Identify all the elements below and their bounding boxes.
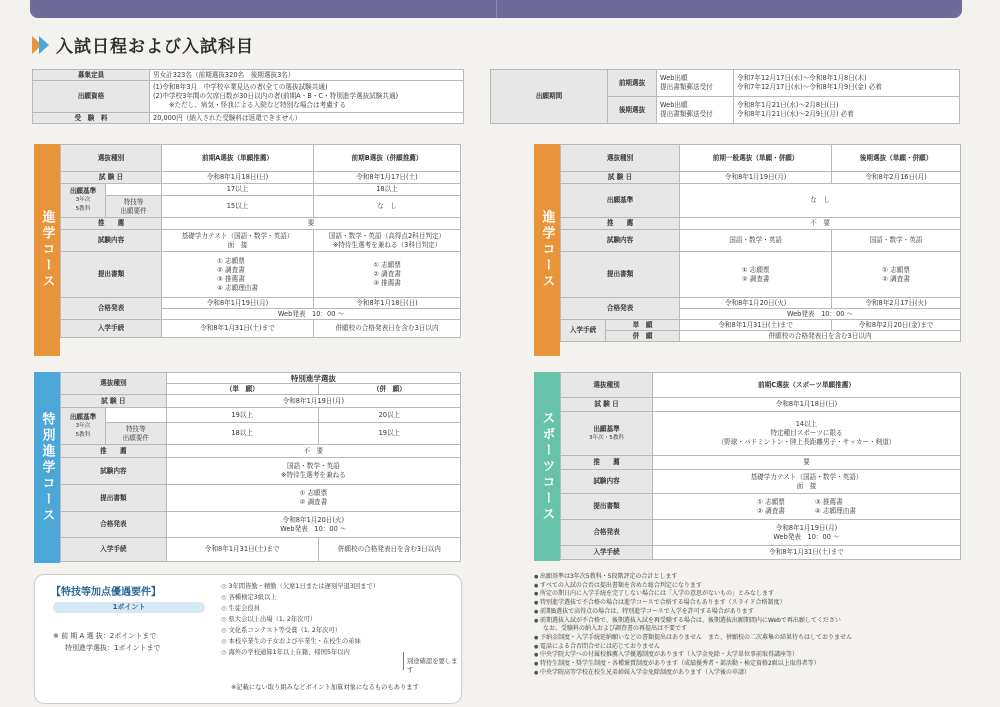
tokugi-label xyxy=(106,196,162,218)
happyo-line: Web発表 10：00 〜 xyxy=(773,532,840,541)
koki-kinds xyxy=(657,97,734,124)
tangan-label: 単 願 xyxy=(606,320,680,331)
row-label: 選抜種別 xyxy=(61,373,167,395)
kato-title: 【特技等加点優遇要件】 xyxy=(51,583,161,598)
kijun-sub: 3年次 xyxy=(75,422,91,429)
happyo xyxy=(653,520,961,546)
happyo-line: Web発表 10：00 〜 xyxy=(280,524,347,533)
row-label: 試 験 日 xyxy=(61,395,167,408)
shorui xyxy=(653,494,961,520)
list-item: ● 予納金制度・入学手続延納願いなどの書類提出はありません また、併願校の二次募集の結果待ちはしておりません xyxy=(534,634,964,643)
shingaku-table-right xyxy=(560,144,961,342)
date-a: 令和8年1月18日(日) xyxy=(162,172,314,184)
date: 令和8年1月19日(月) xyxy=(166,395,460,408)
kato-list xyxy=(221,581,379,658)
band-text: スポーツコース xyxy=(539,410,555,523)
list-item: ◎ 生徒会役員 xyxy=(221,603,379,614)
tokubetsu-band xyxy=(34,372,60,563)
col-head-a: 前期A選抜（単願推薦） xyxy=(162,145,314,172)
row-label: 合格発表 xyxy=(561,298,680,320)
suisen-value: 不 要 xyxy=(166,445,460,458)
naiyo-line: ※特待生選考を兼ねる（3科目判定） xyxy=(332,240,442,249)
row-label: 試験内容 xyxy=(61,230,162,252)
tetsuzuki-b: 併願校の合格発表日を含む3日以内 xyxy=(318,538,460,562)
shorui-line: ③ 推薦書 xyxy=(814,497,843,506)
list-item: ◎ 県大会以上出場（1, 2年次可） xyxy=(221,614,379,625)
top-color-band xyxy=(30,0,962,18)
band-text: 進学コース xyxy=(539,210,555,290)
tokugi-label xyxy=(106,423,167,445)
fee-value: 20,000円（納入された受験料は返還できません） xyxy=(150,113,464,124)
shorui-a xyxy=(162,252,314,298)
shorui-line: ③ 推薦書 xyxy=(217,274,245,283)
row-label: 試験内容 xyxy=(561,230,680,252)
boshu-value: 男女計323名（前期選抜320名 後期選抜3名） xyxy=(150,70,464,81)
kijun-b: 18以上 xyxy=(314,184,461,196)
tokugi-b: な し xyxy=(314,196,461,218)
list-item: なお、受験料の納入および調査書の再提出は不要です xyxy=(543,625,688,633)
zenki-kind: 提出書類郵送受付 xyxy=(660,83,713,91)
date-koki: 令和8年2月16日(月) xyxy=(832,172,961,184)
row-label: 試験内容 xyxy=(61,458,167,485)
shorui-koki xyxy=(832,252,961,298)
list-item: ● 所定の期日内に入学手続を完了しない場合には「入学の意思がないもの」とみなします xyxy=(534,590,964,599)
naiyo-line: 国語・数学・英語 xyxy=(286,462,340,470)
tokugi-text: 出願要件 xyxy=(120,206,147,215)
tokugi-a: 18以上 xyxy=(166,423,318,445)
kato-note-line: 特別進学選抜：1ポイントまで xyxy=(65,644,161,652)
row-label: 合格発表 xyxy=(561,520,653,546)
col-hei: （併 願） xyxy=(318,384,460,395)
kijun-label xyxy=(61,408,106,445)
kijun-line: 特定種目スポーツに限る xyxy=(770,429,843,437)
kijun-line: （野球・バドミントン・陸上長距離男子・サッカー・剣道） xyxy=(717,438,896,446)
happyo-b: 令和8年1月18日(日) xyxy=(314,298,461,309)
row-label: 入学手続 xyxy=(61,320,162,338)
shorui-line: ④ 志願理由書 xyxy=(814,506,856,515)
kijun-text: 出願基準 xyxy=(593,424,620,433)
heigan-label: 併 願 xyxy=(606,331,680,342)
list-item: ● 特待生制度・奨学生制度・各種褒賞制度があります（成績優秀者・部活動・検定資格2級以上取得者等） xyxy=(534,660,964,669)
row-label: 提出書類 xyxy=(561,252,680,298)
happyo-line: 令和8年1月20日(火) xyxy=(282,515,345,524)
shorui-b xyxy=(314,252,461,298)
col-head-ippan: 前期一般選抜（単願・併願） xyxy=(680,145,832,172)
row-label: 推 薦 xyxy=(61,218,162,230)
zenki-date: 令和7年12月17日(水)〜令和8年1月8日(木) xyxy=(737,74,867,82)
row-label: 推 薦 xyxy=(561,218,680,230)
kijun-sub: 5教科 xyxy=(75,431,91,438)
band-text: 進学コース xyxy=(39,210,55,290)
happyo xyxy=(166,512,460,538)
list-item: ◎ 文化系コンテスト等受賞（1, 2年次可） xyxy=(221,625,379,636)
list-item: ● 前期B選抜で高得点の場合は、特別進学コースで入学を許可する場合があります xyxy=(534,608,964,617)
kijun-text: 出願基準 xyxy=(69,412,97,421)
kato-point: 1ポイント xyxy=(53,602,205,613)
shikaku-value xyxy=(150,81,464,113)
shorui-line: ① 志願票 xyxy=(882,265,910,274)
date: 令和8年1月18日(日) xyxy=(653,398,961,412)
shorui-line: ② 調査書 xyxy=(299,498,328,506)
shingaku-table xyxy=(60,144,461,338)
web-happyo: Web発表 10：00 〜 xyxy=(162,309,461,320)
page-title xyxy=(32,32,254,57)
naiyo-b xyxy=(314,230,461,252)
col-head-b: 前期B選抜（併願推薦） xyxy=(314,145,461,172)
page-title-text: 入試日程および入試科目 xyxy=(56,37,254,57)
naiyo-line: 面 接 xyxy=(227,240,248,249)
sports-table xyxy=(560,372,961,560)
sports-band xyxy=(534,372,560,561)
list-item: ◎ 各種検定3級以上 xyxy=(221,592,379,603)
tetsuzuki-ippan: 令和8年1月31日(土)まで xyxy=(680,320,832,331)
web-happyo: Web発表 10：00 〜 xyxy=(680,309,961,320)
col-tan: （単 願） xyxy=(166,384,318,395)
row-label: 提出書類 xyxy=(61,485,167,512)
row-label: 合格発表 xyxy=(61,298,162,320)
koki-date: 令和8年1月21日(水)〜2月9日(月) 必着 xyxy=(737,110,854,118)
shorui-line: ④ 志願理由書 xyxy=(217,283,258,292)
list-item: ◎ 本校卒業生の子女および卒業生・在校生の弟妹 xyxy=(221,636,379,647)
naiyo-a xyxy=(162,230,314,252)
naiyo-line: 基礎学力テスト（国語・数学・英語） xyxy=(750,472,863,481)
koki-label: 後期選抜 xyxy=(608,97,657,124)
row-label: 試 験 日 xyxy=(61,172,162,184)
tetsuzuki-heigan: 併願校の合格発表日を含む3日以内 xyxy=(680,331,961,342)
zenki-kind: Web出願 xyxy=(660,74,688,82)
kijun-b: 20以上 xyxy=(318,408,460,423)
fee-label: 受 験 料 xyxy=(33,113,150,124)
shorui-line: ① 志願票 xyxy=(741,265,770,274)
kijun-a: 19以上 xyxy=(166,408,318,423)
row-label: 試 験 日 xyxy=(561,398,653,412)
kijun-sub: 3年次・5教科 xyxy=(588,434,625,441)
tokugi-text: 特技等 xyxy=(125,424,146,433)
kato-box xyxy=(34,574,462,704)
list-item: ● 中央学院高等学校在校生兄弟姉妹入学金免除制度があります（入学後の申請） xyxy=(534,669,964,678)
shorui-line: ① 志願票 xyxy=(373,261,401,269)
kijun-value: な し xyxy=(680,184,961,218)
list-item: ● 特別進学選抜で不合格の場合は進学コースで合格する場合もあります（スライド合格制度） xyxy=(534,599,964,608)
row-label: 合格発表 xyxy=(61,512,167,538)
shorui-line: ② 調査書 xyxy=(741,274,770,283)
naiyo-line: 面 接 xyxy=(796,481,817,490)
suisen-value: 不 要 xyxy=(680,218,961,230)
kijun-sub: 3年次 xyxy=(75,197,91,203)
kijun-value xyxy=(653,412,961,456)
tokugi-text: 出願要件 xyxy=(122,433,150,442)
bracket-text: 別途確認を要します xyxy=(407,658,458,674)
shorui-line: ① 志願票 xyxy=(757,497,785,506)
list-item: ● 前期選抜入試が不合格で、後期選抜入試を再受験する場合は、後期選抜出願期間内にWebで再出願してください xyxy=(534,617,964,626)
kijun-label xyxy=(561,412,653,456)
list-item: ● 電話による合否問合せには応じておりません xyxy=(534,643,964,652)
tetsuzuki-a: 令和8年1月31日(土)まで xyxy=(166,538,318,562)
kijun-line: 14以上 xyxy=(795,420,818,428)
period-table xyxy=(490,69,960,124)
naiyo-ippan: 国語・数学・英語 xyxy=(680,230,832,252)
shorui-ippan xyxy=(680,252,832,298)
shorui xyxy=(166,485,460,512)
period-label: 出願期間 xyxy=(491,70,608,124)
col-head-koki: 後期選抜（単願・併願） xyxy=(832,145,961,172)
naiyo-line: 基礎学力テスト（国語・数学・英語） xyxy=(181,231,294,240)
k-logo-icon xyxy=(32,36,50,54)
row-label: 入学手続 xyxy=(561,320,606,342)
zenki-date: 令和7年12月17日(水)〜令和8年1月9日(金) 必着 xyxy=(737,83,882,91)
row-label: 推 薦 xyxy=(561,456,653,470)
tetsuzuki-a: 令和8年1月31日(土)まで xyxy=(162,320,314,338)
shorui-line: ① 志願票 xyxy=(299,489,328,497)
list-item: ● すべての入試の合否は提出書類を含めた総合判定になります xyxy=(534,582,964,591)
koki-date: 令和8年1月21日(水)〜2月8日(日) xyxy=(737,101,839,109)
list-item: ◎ 海外の学校通算1年以上在籍、帰国5年以内 xyxy=(221,647,379,658)
koki-kind: 提出書類郵送受付 xyxy=(660,110,713,118)
happyo-line: 令和8年1月19日(月) xyxy=(775,523,838,532)
shorui-line: ② 調査書 xyxy=(757,506,785,515)
naiyo-line: ※特待生選考を兼ねる xyxy=(280,471,346,479)
kijun-sub: 5教科 xyxy=(75,206,91,212)
shikaku-label: 出願資格 xyxy=(33,81,150,113)
row-label: 出願基準 xyxy=(561,184,680,218)
row-label: 入学手続 xyxy=(561,546,653,560)
kijun-label xyxy=(61,184,106,218)
zenki-label: 前期選抜 xyxy=(608,70,657,97)
kato-note xyxy=(53,630,160,654)
row-label: 提出書類 xyxy=(561,494,653,520)
shikaku-line: ※ただし、病気・怪我による入院など特別な場合は考慮する xyxy=(169,101,346,109)
date-b: 令和8年1月17日(土) xyxy=(314,172,461,184)
row-label: 提出書類 xyxy=(61,252,162,298)
row-label: 選抜種別 xyxy=(561,145,680,172)
zenki-kinds xyxy=(657,70,734,97)
shorui-line: ① 志願票 xyxy=(217,256,245,265)
notes-list xyxy=(534,573,964,677)
date-ippan: 令和8年1月19日(月) xyxy=(680,172,832,184)
shingaku-band xyxy=(34,144,60,356)
koki-kind: Web出願 xyxy=(660,101,688,109)
happyo-koki: 令和8年2月17日(火) xyxy=(832,298,961,309)
tokubetsu-table xyxy=(60,372,461,562)
row-label: 選抜種別 xyxy=(561,373,653,398)
tetsuzuki-b: 併願校の合格発表日を含む3日以内 xyxy=(314,320,461,338)
tokugi-text: 特技等 xyxy=(123,197,144,206)
kato-foot: ※記載にない取り組みなどポイント加算対象になるものもあります xyxy=(231,684,419,691)
tetsuzuki: 令和8年1月31日(土)まで xyxy=(653,546,961,560)
row-label: 入学手続 xyxy=(61,538,167,562)
shingaku-band-right xyxy=(534,144,560,356)
kato-note-line: ※ 前 期 A 選 抜：2ポイントまで xyxy=(53,632,157,640)
shorui-line: ② 調査書 xyxy=(217,265,245,274)
tokugi-a: 15以上 xyxy=(162,196,314,218)
shikaku-line: (2)中学校3年間の欠席日数が30日以内の者(前期A・B・C・特別進学選抜試験共通) xyxy=(153,92,399,100)
kijun-a: 17以上 xyxy=(162,184,314,196)
row-label: 選抜種別 xyxy=(61,145,162,172)
tetsuzuki-koki: 令和8年2月20日(金)まで xyxy=(832,320,961,331)
list-item: ● 中央学院大学への付属校推薦入学優遇制度があります（入学金免除・大学単位事前取得講座等） xyxy=(534,651,964,660)
suisen-value: 要 xyxy=(162,218,461,230)
shorui-line: ② 調査書 xyxy=(373,270,401,278)
bracket-line xyxy=(403,652,404,670)
row-label: 試 験 日 xyxy=(561,172,680,184)
naiyo-line: 国語・数学・英語（高得点2科目判定） xyxy=(328,231,446,240)
row-label: 試験内容 xyxy=(561,470,653,494)
happyo-ippan: 令和8年1月20日(火) xyxy=(680,298,832,309)
koki-dates xyxy=(734,97,960,124)
zenki-dates xyxy=(734,70,960,97)
shorui-line: ③ 推薦書 xyxy=(373,279,401,287)
row-label: 推 薦 xyxy=(61,445,167,458)
happyo-a: 令和8年1月19日(月) xyxy=(162,298,314,309)
naiyo xyxy=(653,470,961,494)
shorui-line: ② 調査書 xyxy=(882,274,910,283)
info-table xyxy=(32,69,464,124)
list-item: ◎ 3年間皆勤・精勤（欠席1日または遅刻早退3回まで） xyxy=(221,581,379,592)
list-item: ● 出願基準は3年次5教科・5段階評定の合計とします xyxy=(534,573,964,582)
naiyo xyxy=(166,458,460,485)
kijun-text: 出願基準 xyxy=(69,187,97,195)
tokugi-b: 19以上 xyxy=(318,423,460,445)
naiyo-koki: 国語・数学・英語 xyxy=(832,230,961,252)
band-text: 特別進学コース xyxy=(39,411,55,524)
shikaku-line: (1)令和8年3月 中学校卒業見込の者(全ての選抜試験共通) xyxy=(153,83,328,91)
col-head: 特別進学選抜 xyxy=(166,373,460,384)
boshu-label: 募集定員 xyxy=(33,70,150,81)
suisen-value: 要 xyxy=(653,456,961,470)
col-head: 前期C選抜（スポーツ単願推薦） xyxy=(653,373,961,398)
